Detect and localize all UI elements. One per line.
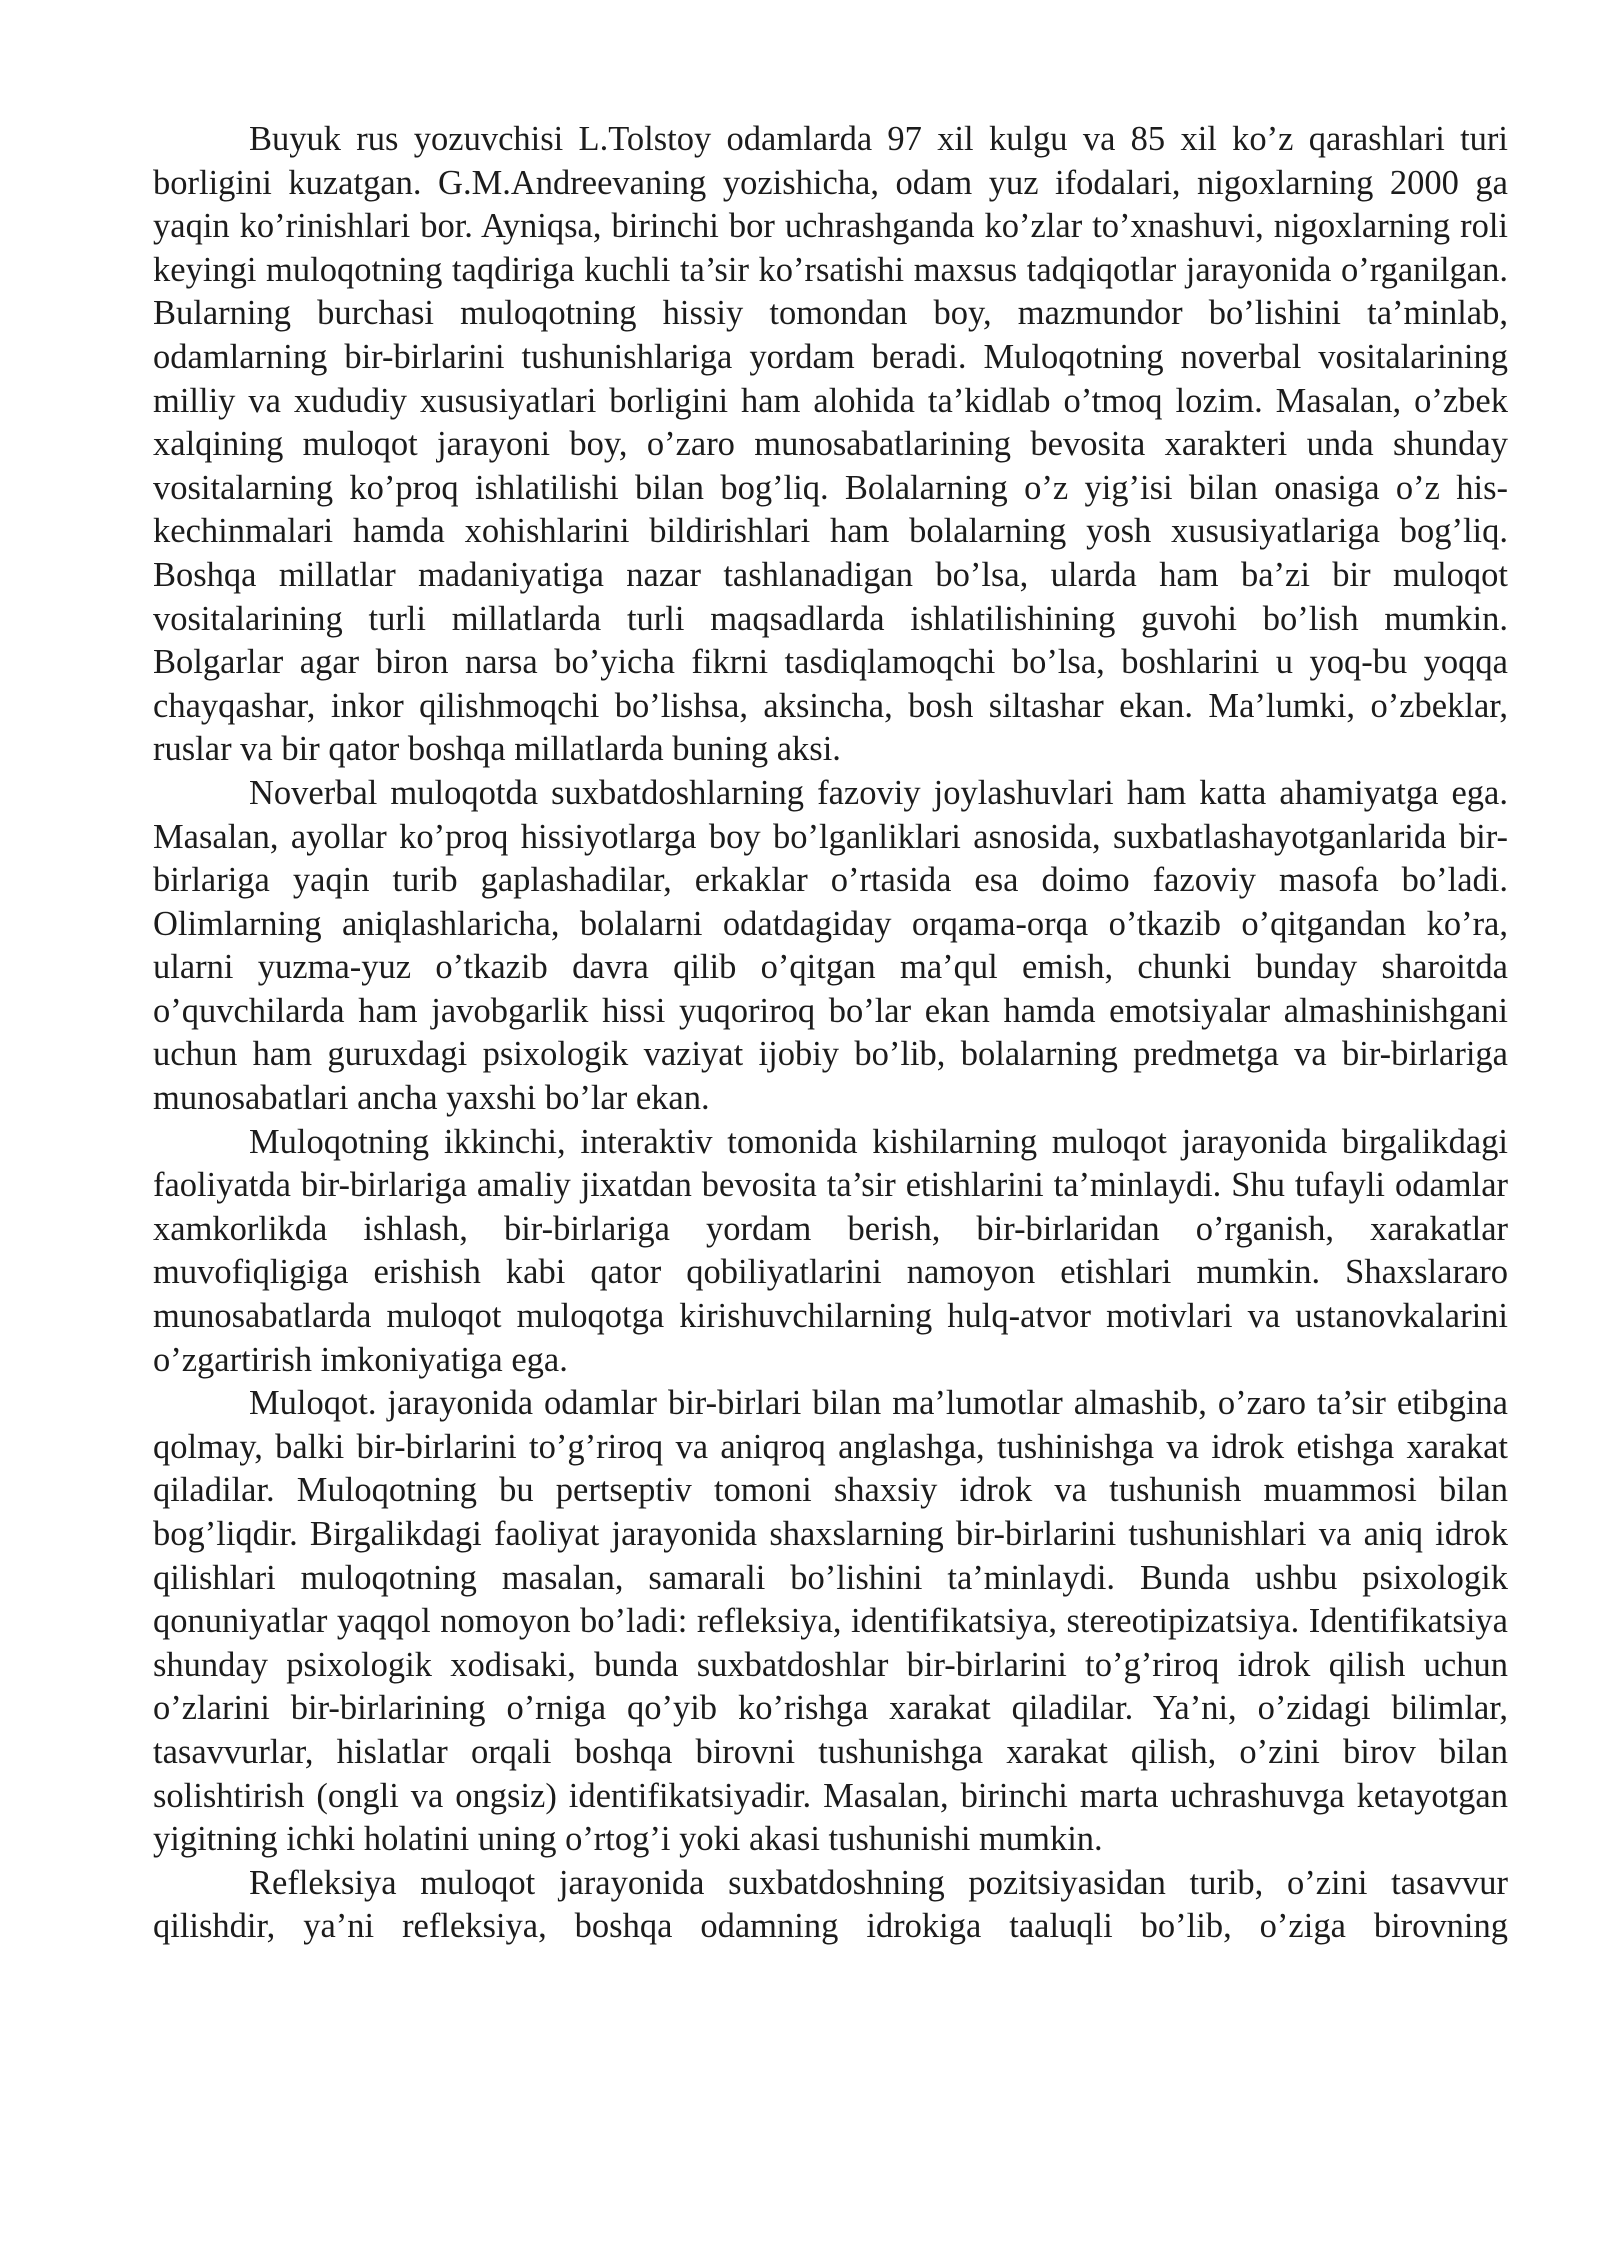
- paragraph-spatial-arrangement: Noverbal muloqotda suxbatdoshlarning fazoviy joylashuvlari ham katta ahamiyatga ega. Masalan, ayollar ko’proq hissiyotlarga boy bo’lganliklari asnosida, suxbatlashayotganlarida bir-birlariga yaqin turib gaplashadilar, erkaklar o’rtasida esa doimo fazoviy masofa bo’ladi. Olimlarning aniqlashlaricha, bolalarni odatdagiday orqama-orqa o’tkazib o’qitgandan ko’ra, ularni yuzma-yuz o’tkazib davra qilib o’qitgan ma’qul emish, chunki bunday sharoitda o’quvchilarda ham javobgarlik hissi yuqoriroq bo’lar ekan hamda emotsiyalar almashinishgani uchun ham guruxdagi psixologik vaziyat ijobiy bo’lib, bolalarning predmetga va bir-birlariga munosabatlari ancha yaxshi bo’lar ekan.: [153, 773, 1508, 1118]
- paragraph-reflection: Refleksiya muloqot jarayonida suxbatdoshning pozitsiyasidan turib, o’zini tasavvur qilishdir, ya’ni refleksiya, boshqa odamning idrokiga taaluqli bo’lib, o’ziga birovning: [153, 1863, 1508, 1946]
- document-page: [153, 118, 1508, 1949]
- paragraph-perceptive-side: Muloqot. jarayonida odamlar bir-birlari bilan ma’lumotlar almashib, o’zaro ta’sir etibgina qolmay, balki bir-birlarini to’g’riroq va aniqroq anglashga, tushinishga va idrok etishga xarakat qiladilar. Muloqotning bu pertseptiv tomoni shaxsiy idrok va tushunish muammosi bilan bog’liqdir. Birgalikdagi faoliyat jarayonida shaxslarning bir-birlarini tushunishlari va aniq idrok qilishlari muloqotning masalan, samarali bo’lishini ta’minlaydi. Bunda ushbu psixologik qonuniyatlar yaqqol nomoyon bo’ladi: refleksiya, identifikatsiya, stereotipizatsiya. Identifikatsiya shunday psixologik xodisaki, bunda suxbatdoshlar bir-birlarini to’g’riroq idrok qilish uchun o’zlarini bir-birlarining o’rniga qo’yib ko’rishga xarakat qiladilar. Ya’ni, o’zidagi bilimlar, tasavvurlar, hislatlar orqali boshqa birovni tushunishga xarakat qilish, o’zini birov bilan solishtirish (ongli va ongsiz) identifikatsiyadir. Masalan, birinchi marta uchrashuvga ketayotgan yigitning ichki holatini uning o’rtog’i yoki akasi tushunishi mumkin.: [153, 1384, 1508, 1859]
- paragraph-nonverbal-expressions: Buyuk rus yozuvchisi L.Tolstoy odamlarda 97 xil kulgu va 85 xil ko’z qarashlari turi borligini kuzatgan. G.M.Andreevaning yozishicha, odam yuz ifodalari, nigoxlarning 2000 ga yaqin ko’rinishlari bor. Ayniqsa, birinchi bor uchrashganda ko’zlar to’xnashuvi, nigoxlarning roli keyingi muloqotning taqdiriga kuchli ta’sir ko’rsatishi maxsus tadqiqotlar jarayonida o’rganilgan. Bularning burchasi muloqotning hissiy tomondan boy, mazmundor bo’lishini ta’minlab, odamlarning bir-birlarini tushunishlariga yordam beradi. Muloqotning noverbal vositalarining milliy va xududiy xususiyatlari borligini ham alohida ta’kidlab o’tmoq lozim. Masalan, o’zbek xalqining muloqot jarayoni boy, o’zaro munosabatlarining bevosita xarakteri unda shunday vositalarning ko’proq ishlatilishi bilan bog’liq. Bolalarning o’z yig’isi bilan onasiga o’z his-kechinmalari hamda xohishlarini bildirishlari ham bolalarning yosh xususiyatlariga bog’liq. Boshqa millatlar madaniyatiga nazar tashlanadigan bo’lsa, ularda ham ba’zi bir muloqot vositalarining turli millatlarda turli maqsadlarda ishlatilishining guvohi bo’lish mumkin. Bolgarlar agar biron narsa bo’yicha fikrni tasdiqlamoqchi bo’lsa, boshlarini u yoq-bu yoqqa chayqashar, inkor qilishmoqchi bo’lishsa, aksincha, bosh siltashar ekan. Ma’lumki, o’zbeklar, ruslar va bir qator boshqa millatlarda buning aksi.: [153, 120, 1508, 769]
- paragraph-interactive-side: Muloqotning ikkinchi, interaktiv tomonida kishilarning muloqot jarayonida birgalikdagi faoliyatda bir-birlariga amaliy jixatdan bevosita ta’sir etishlarini ta’minlaydi. Shu tufayli odamlar xamkorlikda ishlash, bir-birlariga yordam berish, bir-birlaridan o’rganish, xarakatlar muvofiqligiga erishish kabi qator qobiliyatlarini namoyon etishlari mumkin. Shaxslararo munosabatlarda muloqot muloqotga kirishuvchilarning hulq-atvor motivlari va ustanovkalarini o’zgartirish imkoniyatiga ega.: [153, 1122, 1508, 1379]
